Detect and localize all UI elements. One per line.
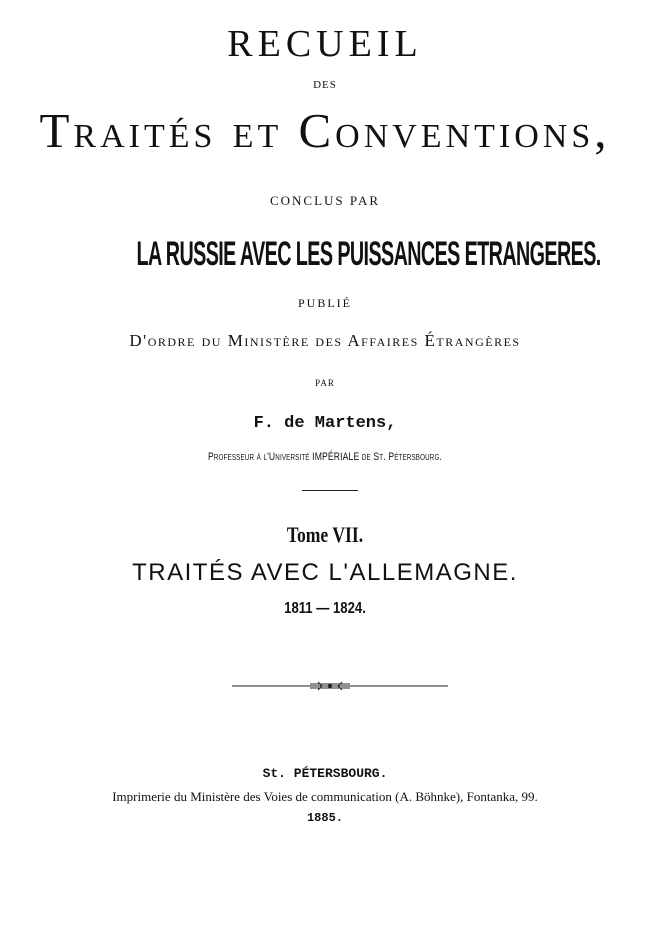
- ordre-line: D'ordre du Ministère des Affaires Étrangères: [129, 331, 521, 350]
- des-word: DES: [313, 79, 337, 91]
- author-title: Professeur à l'Université IMPÉRIALE de St. Pétersbourg.: [208, 451, 442, 463]
- tome-number: Tome VII.: [286, 522, 364, 547]
- volume-subject: TRAITÉS AVEC L'ALLEMAGNE.: [132, 559, 518, 586]
- publie-word: PUBLIÉ: [298, 296, 352, 310]
- conclus-par: CONCLUS PAR: [269, 193, 381, 208]
- author-name: F. de Martens,: [253, 414, 397, 433]
- imprint-city: St. PÉTERSBOURG.: [262, 766, 388, 781]
- imprint-printer: Imprimerie du Ministère des Voies de communication (A. Böhnke), Fontanka, 99.: [112, 789, 538, 804]
- divider-rule: [302, 490, 358, 491]
- imprint-year: 1885.: [306, 811, 343, 825]
- par-word: PAR: [315, 378, 335, 388]
- main-title: Traités et Conventions,: [39, 103, 611, 158]
- recueil-heading: RECUEIL: [227, 23, 423, 65]
- ornament-rule: [0, 678, 650, 694]
- parties-line: LA RUSSIE AVEC LES PUISSANCES ETRANGERES.: [136, 235, 601, 273]
- year-range: 1811 — 1824.: [284, 600, 366, 617]
